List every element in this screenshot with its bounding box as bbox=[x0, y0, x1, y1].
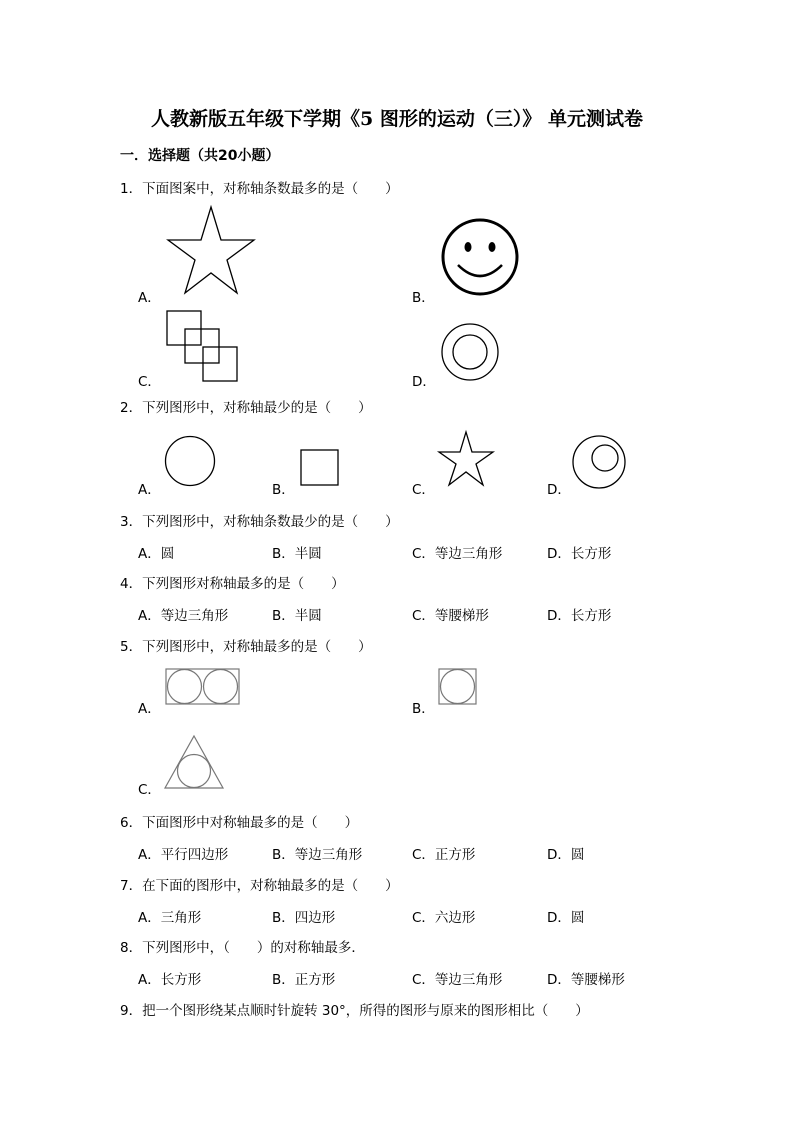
q3-option-b: B．半圆 bbox=[272, 546, 322, 562]
q6-option-a: A．平行四边形 bbox=[138, 847, 229, 863]
q2-option-a-label: A． bbox=[138, 482, 161, 498]
question-7-stem: 7．在下面的图形中，对称轴最多的是（ ） bbox=[120, 878, 399, 894]
q1-concentric-circles-figure bbox=[440, 322, 500, 382]
q1-option-b-label: B． bbox=[412, 290, 435, 306]
question-6-stem: 6．下面图形中对称轴最多的是（ ） bbox=[120, 815, 359, 831]
q7-option-a: A．三角形 bbox=[138, 910, 202, 926]
q2-option-d-label: D． bbox=[547, 482, 571, 498]
q4-option-b: B．半圆 bbox=[272, 608, 322, 624]
question-5-stem: 5．下列图形中，对称轴最多的是（ ） bbox=[120, 639, 372, 655]
q2-square-figure bbox=[300, 449, 340, 487]
q6-option-c: C．正方形 bbox=[412, 847, 476, 863]
q2-circle-figure bbox=[164, 435, 216, 487]
q2-inner-tangent-circles-figure bbox=[571, 434, 627, 490]
q3-option-d: D．长方形 bbox=[547, 546, 612, 562]
q5-triangle-incircle-figure bbox=[163, 734, 225, 790]
question-9-stem: 9．把一个图形绕某点顺时针旋转 30°，所得的图形与原来的图形相比（ ） bbox=[120, 1003, 589, 1019]
question-2-stem: 2．下列图形中，对称轴最少的是（ ） bbox=[120, 400, 372, 416]
q1-star-figure bbox=[166, 205, 256, 295]
q1-option-d-label: D． bbox=[412, 374, 436, 390]
q5-option-a-label: A． bbox=[138, 701, 161, 717]
q1-smiley-face-figure bbox=[440, 217, 520, 297]
q2-option-c-label: C． bbox=[412, 482, 435, 498]
section-heading: 一．选择题（共20小题） bbox=[120, 148, 280, 164]
q1-option-a-label: A． bbox=[138, 290, 161, 306]
q7-option-b: B．四边形 bbox=[272, 910, 336, 926]
q6-option-d: D．圆 bbox=[547, 847, 585, 863]
q8-option-d: D．等腰梯形 bbox=[547, 972, 625, 988]
q8-option-a: A．长方形 bbox=[138, 972, 202, 988]
q3-option-a: A．圆 bbox=[138, 546, 175, 562]
q2-star-figure bbox=[437, 430, 495, 488]
q4-option-c: C．等腰梯形 bbox=[412, 608, 489, 624]
q2-option-b-label: B． bbox=[272, 482, 295, 498]
q4-option-a: A．等边三角形 bbox=[138, 608, 229, 624]
q1-option-c-label: C． bbox=[138, 374, 161, 390]
page-title: 人教新版五年级下学期《5 图形的运动（三）》 单元测试卷 bbox=[151, 108, 643, 130]
question-3-stem: 3．下列图形中，对称轴条数最少的是（ ） bbox=[120, 514, 399, 530]
q4-option-d: D．长方形 bbox=[547, 608, 612, 624]
question-8-stem: 8．下列图形中，（ ）的对称轴最多． bbox=[120, 940, 365, 956]
q8-option-b: B．正方形 bbox=[272, 972, 336, 988]
q7-option-c: C．六边形 bbox=[412, 910, 476, 926]
q5-rectangle-two-circles-figure bbox=[165, 668, 241, 706]
q3-option-c: C．等边三角形 bbox=[412, 546, 503, 562]
question-1-stem: 1．下面图案中，对称轴条数最多的是（ ） bbox=[120, 181, 399, 197]
q7-option-d: D．圆 bbox=[547, 910, 585, 926]
question-4-stem: 4．下列图形对称轴最多的是（ ） bbox=[120, 576, 345, 592]
q5-square-circle-figure bbox=[438, 668, 478, 706]
q6-option-b: B．等边三角形 bbox=[272, 847, 363, 863]
q5-option-c-label: C． bbox=[138, 782, 161, 798]
q8-option-c: C．等边三角形 bbox=[412, 972, 503, 988]
q1-overlapping-squares-figure bbox=[166, 310, 238, 382]
q5-option-b-label: B． bbox=[412, 701, 435, 717]
